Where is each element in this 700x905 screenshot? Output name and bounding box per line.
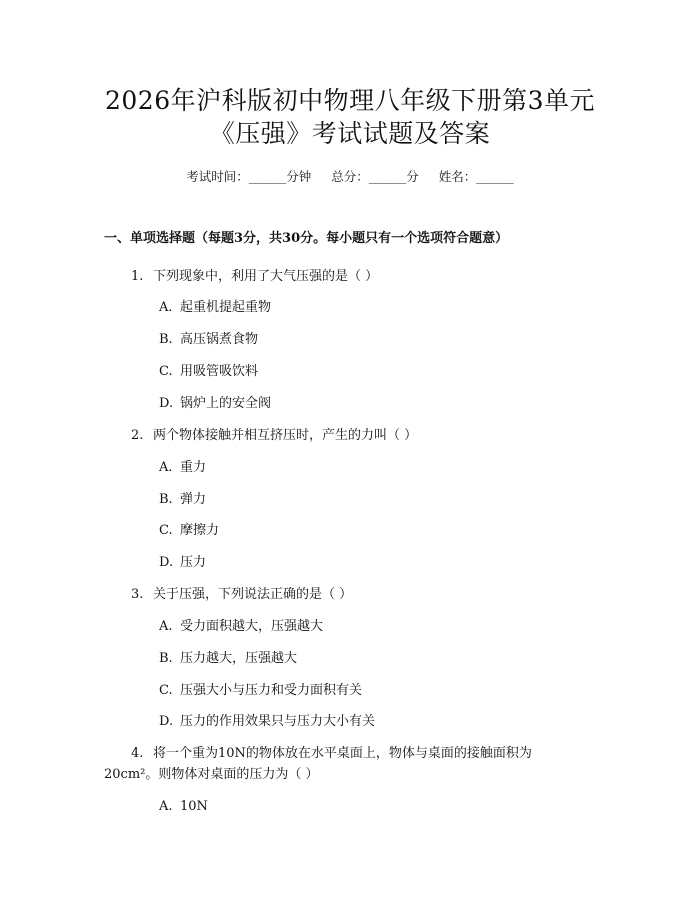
question-number: 4.: [131, 746, 144, 761]
option-letter: C.: [159, 364, 173, 379]
option-letter: B.: [159, 651, 173, 666]
option-text: 用吸管吸饮料: [180, 364, 259, 379]
option-letter: D.: [159, 555, 174, 570]
option-text: 高压锅煮食物: [180, 332, 259, 347]
question-text: 下列现象中，利用了大气压强的是（ ）: [153, 269, 379, 284]
section-heading: 一、单项选择题（每题3分，共30分。每小题只有一个选项符合题意）: [104, 231, 509, 246]
option-letter: A.: [159, 619, 173, 634]
option-2d: [159, 553, 206, 573]
option-text: 压强大小与压力和受力面积有关: [180, 683, 363, 698]
exam-time-field: 考试时间：______分钟: [186, 169, 312, 184]
question-text: 关于压强，下列说法正确的是（ ）: [153, 587, 353, 602]
question-1: [131, 267, 378, 287]
option-letter: D.: [159, 714, 174, 729]
option-2a: [159, 458, 206, 478]
option-letter: D.: [159, 396, 174, 411]
option-1d: [159, 394, 271, 414]
option-letter: B.: [159, 332, 173, 347]
option-letter: B.: [159, 492, 173, 507]
document-title-line2: 《压强》考试试题及答案: [209, 119, 491, 148]
option-letter: A.: [159, 460, 173, 475]
exam-info-row: [0, 168, 700, 186]
exam-score-field: 总分：______分: [331, 169, 419, 184]
option-text: 压力越大，压强越大: [180, 651, 298, 666]
question-number: 2.: [131, 428, 144, 443]
question-text: 将一个重为10N的物体放在水平桌面上，物体与桌面的接触面积为: [153, 746, 532, 761]
option-4a: [159, 797, 208, 817]
option-3a: [159, 617, 323, 637]
option-3d: [159, 712, 375, 732]
option-letter: C.: [159, 523, 173, 538]
document-title-line1: 2026年沪科版初中物理八年级下册第3单元: [104, 86, 596, 115]
option-text: 摩擦力: [180, 523, 220, 538]
option-letter: C.: [159, 683, 173, 698]
option-text: 锅炉上的安全阀: [180, 396, 272, 411]
student-name-field: 姓名：______: [438, 169, 514, 184]
question-number: 1.: [131, 269, 144, 284]
option-2b: [159, 490, 206, 510]
option-text: 受力面积越大，压强越大: [180, 619, 324, 634]
option-text: 压力: [180, 555, 207, 570]
option-1c: [159, 362, 258, 382]
option-text: 压力的作用效果只与压力大小有关: [180, 714, 376, 729]
option-text: 10N: [180, 799, 208, 814]
option-letter: A.: [159, 300, 173, 315]
question-2: [131, 426, 417, 446]
option-letter: A.: [159, 799, 173, 814]
option-1a: [159, 298, 271, 318]
question-4-continuation: 20cm²。则物体对桌面的压力为（ ）: [104, 767, 319, 782]
question-text: 两个物体接触并相互挤压时，产生的力叫（ ）: [153, 428, 418, 443]
option-2c: [159, 521, 219, 541]
option-text: 弹力: [180, 492, 207, 507]
question-4: [131, 744, 532, 764]
question-3: [131, 585, 352, 605]
option-3b: [159, 649, 297, 669]
option-text: 重力: [180, 460, 207, 475]
question-number: 3.: [131, 587, 144, 602]
option-1b: [159, 330, 258, 350]
option-text: 起重机提起重物: [180, 300, 272, 315]
option-3c: [159, 681, 362, 701]
